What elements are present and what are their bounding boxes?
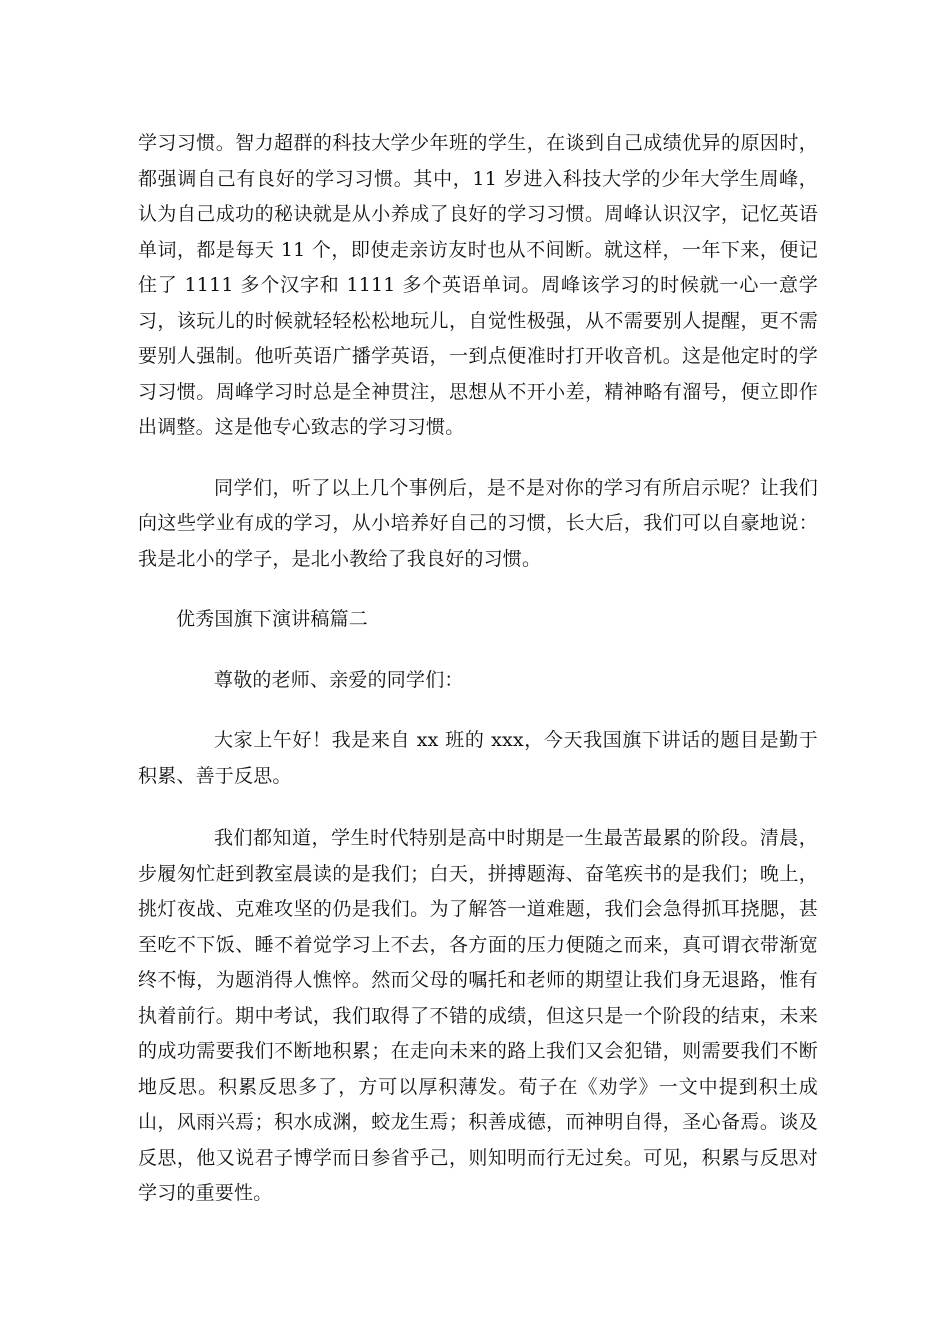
section-heading: 优秀国旗下演讲稿篇二: [176, 608, 369, 630]
paragraph-habits-story: 学习习惯。智力超群的科技大学少年班的学生，在谈到自己成绩优异的原因时，都强调自己有良好的学习习惯。其中，11 岁进入科技大学的少年大学生周峰，认为自己成功的秘诀就是从小养成了良好的学习习惯。周峰认识汉字，记忆英语单词，都是每天 11 个，即使走亲访友时也从不间断。就这样，一年下来，便记住了 1111 多个汉字和 1111 多个英语单词。周峰该学习的时候就一心一意学习，该玩儿的时候就轻轻松松地玩儿，自觉性极强，从不需要别人提醒，更不需要别人强制。他听英语广播学英语，一到点便准时打开收音机。这是他定时的学习习惯。周峰学习时总是全神贯注，思想从不开小差，精神略有溜号，便立即作出调整。这是他专心致志的学习习惯。: [138, 132, 818, 438]
greeting-paragraph: 大家上午好！我是来自 xx 班的 xxx，今天我国旗下讲话的题目是勤于积累、善于反思。: [138, 729, 818, 787]
paragraph-gap: [138, 794, 818, 821]
paragraph-gap: [138, 698, 818, 723]
paragraph-gap: [138, 638, 818, 663]
document-body: [138, 126, 818, 1212]
salutation: 尊敬的老师、亲爱的同学们：: [214, 668, 464, 691]
paragraph-gap: [138, 446, 818, 471]
paragraph-gap: [138, 577, 818, 602]
paragraph-conclusion: 同学们，听了以上几个事例后，是不是对你的学习有所启示呢？让我们向这些学业有成的学习，从小培养好自己的习惯，长大后，我们可以自豪地说：我是北小的学子，是北小教给了我良好的习惯。: [138, 476, 818, 570]
main-body-paragraph: 我们都知道，学生时代特别是高中时期是一生最苦最累的阶段。清晨，步履匆忙赶到教室晨读的是我们；白天，拼搏题海、奋笔疾书的是我们；晚上，挑灯夜战、克难攻坚的仍是我们。为了解答一道难题，我们会急得抓耳挠腮，甚至吃不下饭、睡不着觉学习上不去，各方面的压力便随之而来，真可谓衣带渐宽终不悔，为题消得人憔悴。然而父母的嘱托和老师的期望让我们身无退路，惟有执着前行。期中考试，我们取得了不错的成绩，但这只是一个阶段的结束，未来的成功需要我们不断地积累；在走向未来的路上我们又会犯错，则需要我们不断地反思。积累反思多了，方可以厚积薄发。荀子在《劝学》一文中提到积土成山，风雨兴焉；积水成渊，蛟龙生焉；积善成德，而神明自得，圣心备焉。谈及反思，他又说君子博学而日参省乎己，则知明而行无过矣。可见，积累与反思对学习的重要性。: [138, 827, 818, 1204]
